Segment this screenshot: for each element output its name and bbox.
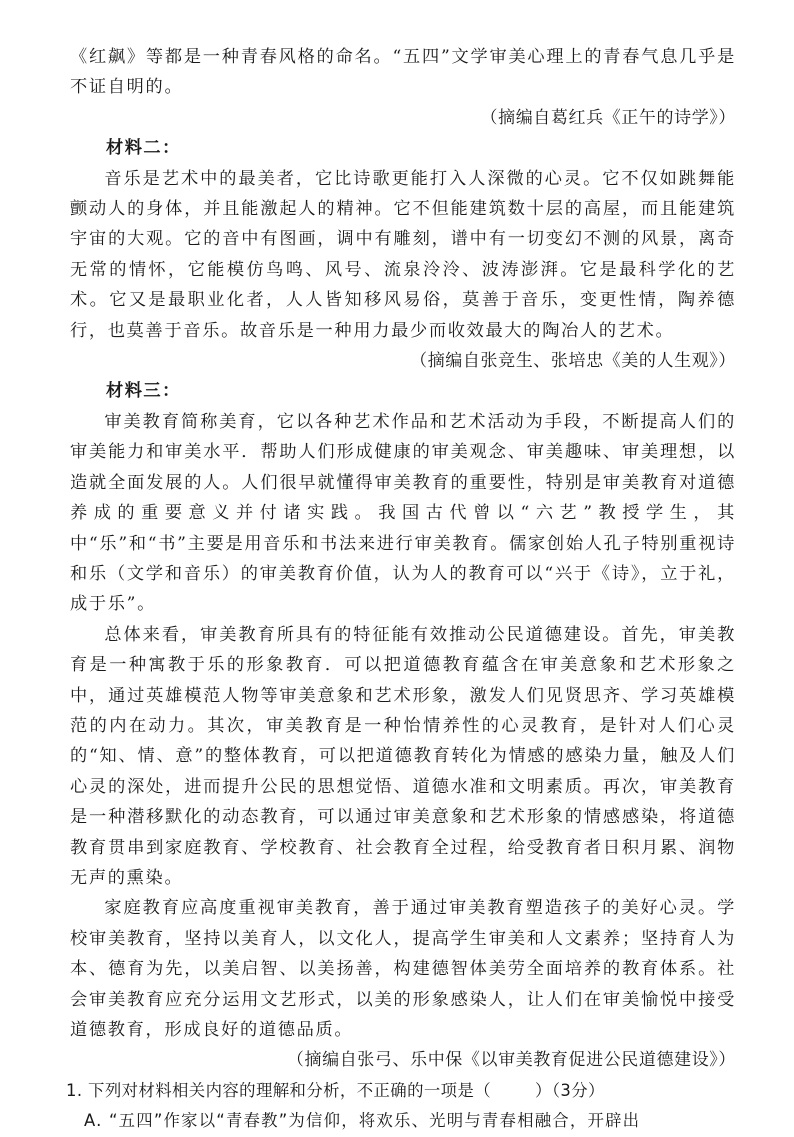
material-3-heading: 材料三： bbox=[106, 381, 181, 402]
material-2-paragraph: 音乐是艺术中的最美者，它比诗歌更能打入人深微的心灵。它不仅如跳舞能颤动人的身体，并且能激起人的精神。它不但能建筑数十层的高屋，而且能建筑宇宙的大观。它的音中有图画，调中有雕刻，谱中有一切变幻不测的风景，离奇无常的情怀，它能模仿鸟鸣、风号、流泉泠泠、波涛澎湃。它是最科学化的艺术。它又是最职业化者，人人皆知移风易俗，莫善于音乐，变更性情，陶养德行，也莫善于音乐。故音乐是一种用力最少而收效最大的陶冶人的艺术。 bbox=[70, 168, 736, 341]
question-1-stem bbox=[66, 1076, 736, 1106]
question-1-score: ）（3分） bbox=[535, 1080, 605, 1100]
question-1-stem-text: 1. 下列对材料相关内容的理解和分析，不正确的一项是（ bbox=[66, 1080, 492, 1100]
material-2-heading: 材料二： bbox=[106, 138, 181, 159]
material-2-source: （摘编自张竞生、张培忠《美的人生观》） bbox=[410, 351, 736, 372]
material-3-paragraph-3: 家庭教育应高度重视审美教育，善于通过审美教育塑造孩子的美好心灵。学校审美教育，坚持以美育人，以文化人，提高学生审美和人文素养；坚持育人为本、德育为先，以美启智、以美扬善，构建德智体美劳全面培养的教育体系。社会审美教育应充分运用文艺形式，以美的形象感染人，让人们在审美愉悦中接受道德教育，形成良好的道德品质。 bbox=[70, 898, 736, 1040]
question-1-option-a: A. “五四”作家以“青春教”为信仰，将欢乐、光明与青春相融合，开辟出 bbox=[84, 1111, 641, 1131]
material-3-source: （摘编自张弓、乐中保《以审美教育促进公民道德建设》） bbox=[286, 1050, 736, 1071]
document-page bbox=[66, 42, 736, 1137]
material-3-paragraph-2: 总体来看，审美教育所具有的特征能有效推动公民道德建设。首先，审美教育是一种寓教于乐的形象教育．可以把道德教育蕴含在审美意象和艺术形象之中，通过英雄模范人物等审美意象和艺术形象，激发人们见贤思齐、学习英雄模范的内在动力。其次，审美教育是一种怡情养性的心灵教育，是针对人们心灵的“知、情、意”的整体教育，可以把道德教育转化为情感的感染力量，触及人们心灵的深处，进而提升公民的思想觉悟、道德水准和文明素质。再次，审美教育是一种潜移默化的动态教育，可以通过审美意象和艺术形象的情感感染，将道德教育贯串到家庭教育、学校教育、社会教育全过程，给受教育者日积月累、润物无声的熏染。 bbox=[70, 624, 736, 888]
material-3-paragraph-1: 审美教育简称美育，它以各种艺术作品和艺术活动为手段，不断提高人们的审美能力和审美水平．帮助人们形成健康的审美观念、审美趣味、审美理想，以造就全面发展的人。人们很早就懂得审美教育的重要性，特别是审美教育对道德养成的重要意义并付诸实践。我国古代曾以“六艺”教授学生，其中“乐”和“书”主要是用音乐和书法来进行审美教育。儒家创始人孔子特别重视诗和乐（文学和音乐）的审美教育价值，认为人的教育可以“兴于《诗》，立于礼，成于乐”。 bbox=[70, 411, 736, 615]
intro-paragraph: 《红飙》等都是一种青春风格的命名。“五四”文学审美心理上的青春气息几乎是不证自明的。 bbox=[70, 47, 736, 98]
intro-source: （摘编自葛红兵《正午的诗学》） bbox=[480, 107, 736, 128]
